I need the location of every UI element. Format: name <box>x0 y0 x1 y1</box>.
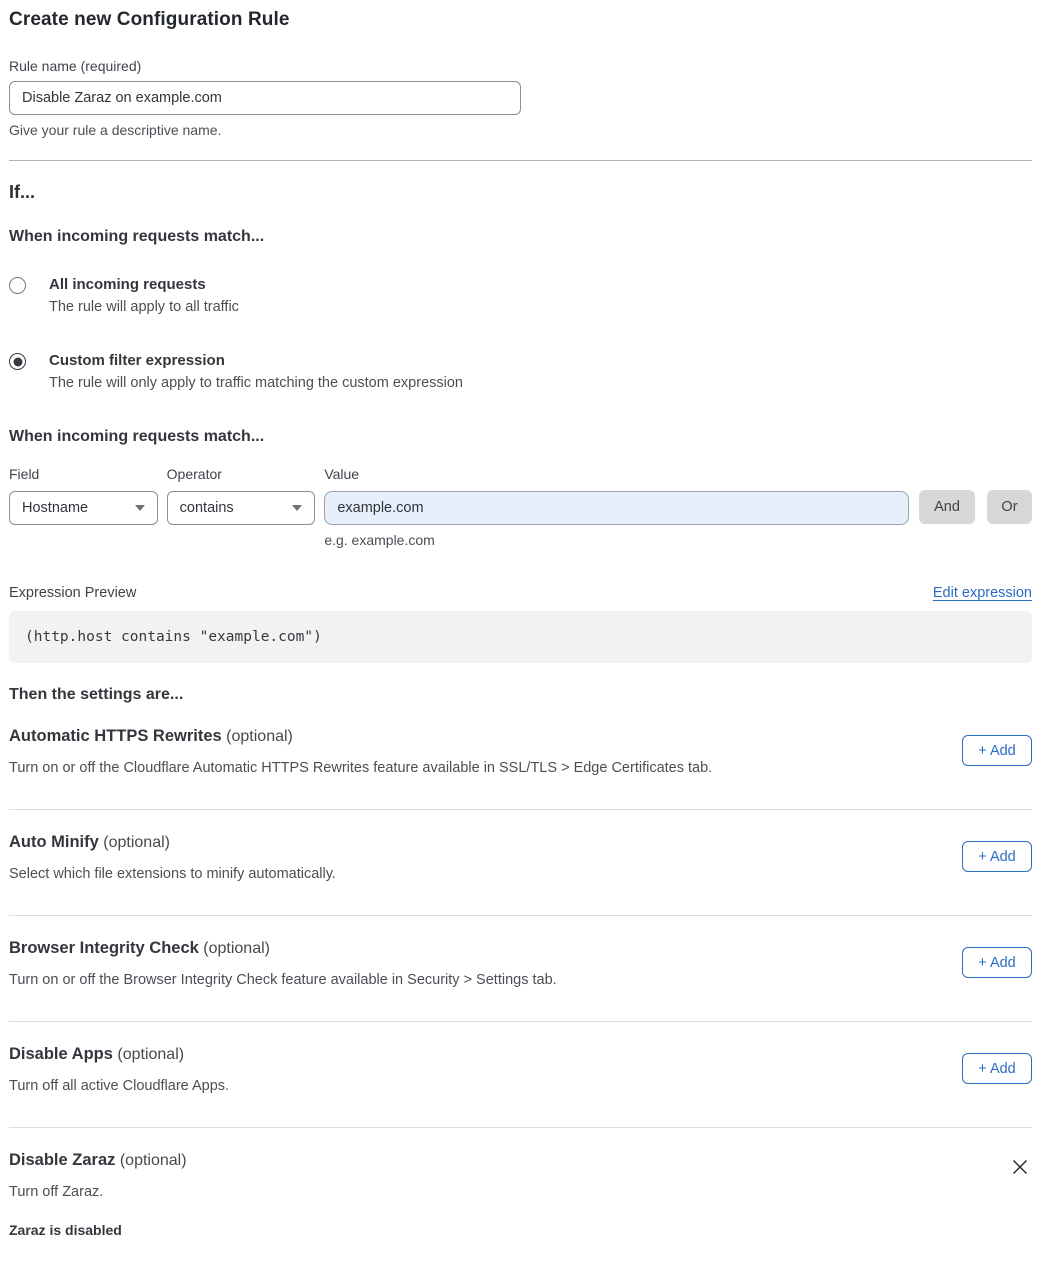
edit-expression-link[interactable]: Edit expression <box>932 585 1032 601</box>
add-disable-apps-button[interactable]: + Add <box>962 1053 1032 1084</box>
radio-label: Custom filter expression <box>49 352 225 369</box>
expression-code: (http.host contains "example.com") <box>25 629 322 645</box>
setting-description: Turn off all active Cloudflare Apps. <box>9 1078 230 1094</box>
setting-title: Disable Zaraz <box>9 1151 116 1169</box>
setting-section-browser-integrity-check <box>9 916 1032 1021</box>
section-divider <box>9 160 1032 161</box>
setting-optional-tag: (optional) <box>119 1152 187 1169</box>
setting-section-disable-apps <box>9 1022 1032 1127</box>
setting-optional-tag: (optional) <box>117 1046 185 1063</box>
rule-name-help: Give your rule a descriptive name. <box>9 122 222 138</box>
expression-builder-heading: When incoming requests match... <box>9 428 265 445</box>
field-label: Field <box>9 466 40 482</box>
radio-description: The rule will only apply to traffic matching the custom expression <box>49 375 463 391</box>
expression-preview-box <box>9 611 1032 663</box>
if-heading: If... <box>9 182 35 202</box>
expression-builder-row <box>9 466 1032 548</box>
setting-description: Turn on or off the Browser Integrity Check feature available in Security > Settings tab. <box>9 972 557 988</box>
or-button[interactable]: Or <box>987 490 1032 524</box>
chevron-down-icon <box>292 505 302 511</box>
operator-label: Operator <box>166 466 222 482</box>
add-automatic-https-rewrites-button[interactable]: + Add <box>962 735 1032 766</box>
add-browser-integrity-check-button[interactable]: + Add <box>962 947 1032 978</box>
radio-all-incoming-requests[interactable] <box>9 276 1032 315</box>
rule-name-input[interactable] <box>9 81 521 115</box>
expression-preview-header <box>9 585 1032 601</box>
setting-section-disable-zaraz <box>9 1128 1032 1238</box>
operator-select-value: contains <box>179 500 234 516</box>
setting-description: Turn off Zaraz. <box>9 1184 104 1200</box>
value-input[interactable] <box>324 491 909 525</box>
setting-title: Browser Integrity Check <box>9 939 199 957</box>
operator-select[interactable] <box>167 491 316 525</box>
setting-section-auto-minify <box>9 810 1032 915</box>
setting-description: Select which file extensions to minify automatically. <box>9 866 336 882</box>
close-icon <box>1012 1159 1028 1175</box>
radio-icon-selected[interactable] <box>9 353 26 370</box>
value-help: e.g. example.com <box>324 532 435 548</box>
setting-optional-tag: (optional) <box>203 940 270 957</box>
setting-optional-tag: (optional) <box>226 728 293 745</box>
setting-title: Automatic HTTPS Rewrites <box>9 727 222 745</box>
rule-name-label: Rule name (required) <box>9 58 142 74</box>
match-heading: When incoming requests match... <box>9 228 265 245</box>
setting-title: Auto Minify <box>9 833 99 851</box>
expression-preview-label: Expression Preview <box>9 585 137 601</box>
chevron-down-icon <box>135 505 145 511</box>
setting-optional-tag: (optional) <box>103 834 170 851</box>
setting-description: Turn on or off the Cloudflare Automatic HTTPS Rewrites feature available in SSL/TLS > Edge Certificates tab. <box>9 760 713 776</box>
radio-icon[interactable] <box>9 277 26 294</box>
andor-buttons <box>919 490 1032 524</box>
page-title: Create new Configuration Rule <box>9 9 290 30</box>
radio-label: All incoming requests <box>49 276 206 293</box>
field-select-value: Hostname <box>22 500 89 516</box>
remove-disable-zaraz-button[interactable] <box>1008 1155 1032 1179</box>
setting-title: Disable Apps <box>9 1045 113 1063</box>
then-settings-heading: Then the settings are... <box>9 686 184 703</box>
zaraz-status-text: Zaraz is disabled <box>9 1222 122 1238</box>
setting-section-automatic-https-rewrites <box>9 704 1032 809</box>
radio-description: The rule will apply to all traffic <box>49 299 239 315</box>
value-label: Value <box>324 466 360 482</box>
and-button[interactable]: And <box>919 490 975 524</box>
field-select[interactable] <box>9 491 158 525</box>
add-auto-minify-button[interactable]: + Add <box>962 841 1032 872</box>
radio-custom-filter-expression[interactable] <box>9 352 1032 391</box>
